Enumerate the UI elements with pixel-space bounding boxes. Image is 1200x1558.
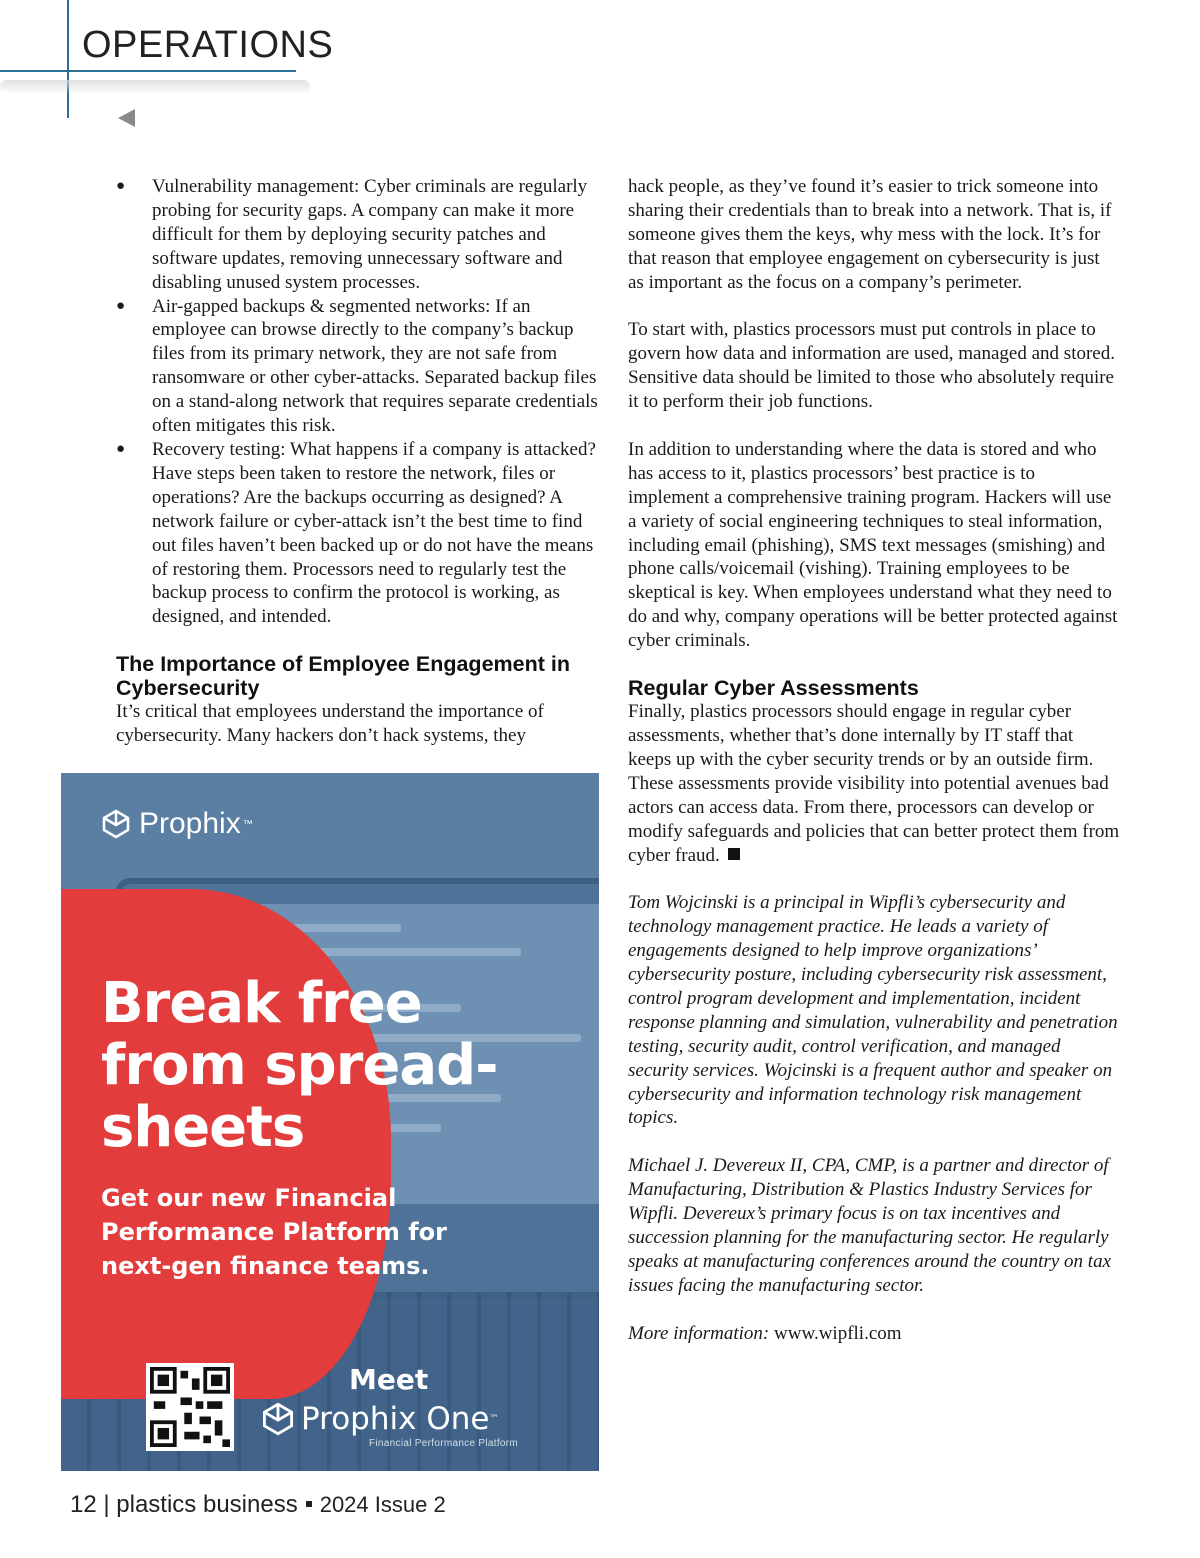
more-info-link[interactable]: www.wipfli.com xyxy=(774,1322,902,1344)
bullet-item: ● Air-gapped backups & segmented networks: If an employee can browse directly to the company’s backup files from its primary network, they are not safe from ransomware or other cyber-attacks. Separated backup files on a stand-along network that requires separate credentials often mitigates this risk. xyxy=(116,295,602,438)
section-title: OPERATIONS xyxy=(82,24,334,66)
ad-headline: Break free from spread-sheets xyxy=(101,971,498,1160)
prophix-one-text: Prophix One xyxy=(301,1401,490,1437)
end-mark-icon xyxy=(728,848,740,860)
right-column xyxy=(628,175,1120,1346)
bullet-item: ● Vulnerability management: Cyber criminals are regularly probing for security gaps. A company can make it more difficult for them by deploying security patches and software updates, removing unnecessary software and disabling unused system processes. xyxy=(116,175,602,295)
prophix-one-logo: Prophix One ™ xyxy=(261,1401,498,1437)
ad-meet-text: Meet xyxy=(349,1363,429,1396)
header-shadow xyxy=(0,80,310,94)
prophix-logo: Prophix ™ xyxy=(101,807,253,841)
prophix-cube-icon xyxy=(101,809,131,839)
issue-label: 2024 Issue 2 xyxy=(319,1492,446,1517)
final-paragraph xyxy=(628,700,1120,867)
bullet-list xyxy=(116,175,602,629)
bullet-item: ● Recovery testing: What happens if a company is attacked? Have steps been taken to restore the network, files or operations? Are the backups occurring as designed? A network failure or cyber-attack isn’t the best time to find out files haven’t been backed up or do not have the means of restoring them. Processors need to regularly test the backup process to confirm the protocol is working, as designed, and intended. xyxy=(116,438,602,629)
prophix-one-cube-icon xyxy=(261,1402,295,1436)
page-footer: 12 | plastics business 2024 Issue 2 xyxy=(70,1491,446,1518)
qr-code[interactable] xyxy=(146,1363,234,1451)
final-paragraph-text: Finally, plastics processors should engage in regular cyber assessments, whether that’s done internally by IT staff that keeps up with the cyber security trends or by an outside firm. These assessments provide visibility into potential avenues bad actors can access data. From there, processors can develop or modify safeguards and policies that can better protect them from cyber fraud. xyxy=(628,701,1120,866)
publication-name: plastics business xyxy=(116,1491,298,1518)
header-horizontal-rule xyxy=(0,70,296,72)
author-bio-wojcinski: Tom Wojcinski is a principal in Wipfli’s cybersecurity and technology management practice. He leads a variety of engagements designed to help improve organizations’ cybersecurity posture, including cybersecurity risk assessment, control program development and implementation, incident response planning and simulation, vulnerability and penetration testing, security audit, control verification, and managed security services. Wojcinski is a frequent author and speaker on cybersecurity and information technology risk management topics. xyxy=(628,892,1118,1129)
more-info-label: More information: xyxy=(628,1322,770,1344)
back-arrow-icon[interactable] xyxy=(118,109,135,127)
ad-subline: Get our new Financial Performance Platform for next-gen finance teams. xyxy=(101,1184,447,1280)
author-bio-devereux: Michael J. Devereux II, CPA, CMP, is a partner and director of Manufacturing, Distribution & Plastics Industry Services for Wipfli. Devereux’s primary focus is on tax incentives and succession planning for the manufacturing sector. He regularly speaks at manufacturing conferences around the country on tax issues facing the manufacturing sector. xyxy=(628,1155,1111,1296)
ad-tagline: Financial Performance Platform xyxy=(369,1438,519,1449)
cyber-assessments-heading: Regular Cyber Assessments xyxy=(628,676,919,701)
prophix-advertisement[interactable] xyxy=(61,773,599,1471)
qr-code-graphic xyxy=(150,1367,230,1447)
footer-separator xyxy=(306,1501,312,1507)
body-paragraph: hack people, as they’ve found it’s easier to trick someone into sharing their credentials than to break into a network. That is, if someone gives them the keys, why mess with the lock. It’s for that reason that employee engagement on cybersecurity is just as important as the focus on a company’s perimeter. xyxy=(628,176,1112,293)
left-column xyxy=(116,175,602,748)
employee-engagement-paragraph: It’s critical that employees understand the importance of cybersecurity. Many hackers don’t hack systems, they xyxy=(116,701,544,747)
more-information xyxy=(628,1322,1120,1346)
body-paragraph: In addition to understanding where the data is stored and who has access to it, plastics processors’ best practice is to implement a comprehensive training program. Hackers will use a variety of social engineering techniques to steal information, including email (phishing), SMS text messages (smishing) and phone calls/voicemail (vishing). Training employees to be skeptical is key. When employees understand what they need to do and why, company operations will be better protected against cyber criminals. xyxy=(628,438,1118,652)
page-number: 12 xyxy=(70,1491,97,1518)
employee-engagement-heading: The Importance of Employee Engagement in Cybersecurity xyxy=(116,652,570,701)
header-vertical-rule xyxy=(67,0,69,118)
body-paragraph: To start with, plastics processors must put controls in place to govern how data and information are used, managed and stored. Sensitive data should be limited to those who absolutely require it to perform their job functions. xyxy=(628,319,1115,413)
prophix-brand-text: Prophix xyxy=(139,807,241,840)
